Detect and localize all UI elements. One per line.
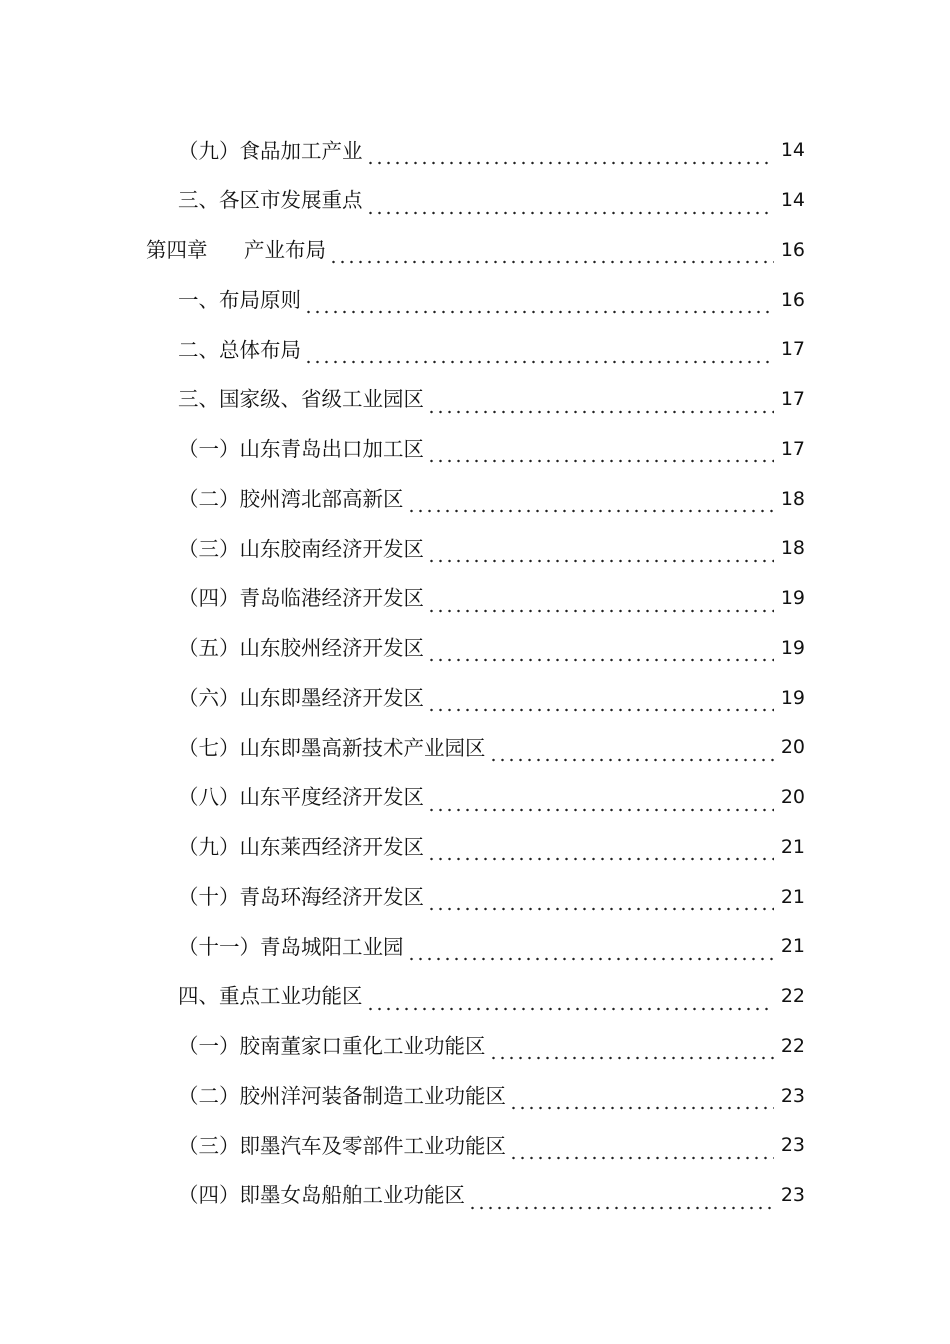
toc-page-number: 23 (780, 1184, 805, 1207)
toc-page-number: 21 (780, 935, 805, 958)
toc-entry[interactable] (0, 425, 950, 475)
toc-entry[interactable] (0, 1071, 950, 1121)
toc-entry[interactable] (0, 1121, 950, 1171)
toc-page-number: 17 (780, 437, 805, 460)
toc-page-number: 22 (780, 1034, 805, 1057)
toc-entry[interactable] (0, 1022, 950, 1072)
dot-leader (407, 493, 775, 513)
toc-entry[interactable] (0, 773, 950, 823)
toc-entry-title: （五）山东胶州经济开发区 (178, 636, 424, 661)
toc-entry[interactable] (0, 325, 950, 375)
toc-entry-title: （九）食品加工产业 (178, 138, 363, 163)
toc-entry[interactable] (0, 574, 950, 624)
toc-entry[interactable] (0, 126, 950, 176)
toc-page-number: 14 (780, 139, 805, 162)
toc-entry[interactable] (0, 922, 950, 972)
toc-entry[interactable] (0, 823, 950, 873)
toc-page-number: 21 (780, 885, 805, 908)
dot-leader (489, 1040, 775, 1060)
toc-entry-title: 三、各区市发展重点 (178, 188, 363, 213)
toc-entry-title: （十）青岛环海经济开发区 (178, 884, 424, 909)
toc-page-number: 16 (780, 288, 805, 311)
toc-page-number: 17 (780, 388, 805, 411)
dot-leader (489, 742, 775, 762)
dot-leader (427, 394, 774, 414)
dot-leader (407, 941, 775, 961)
toc-entry-title: （九）山东莱西经济开发区 (178, 835, 424, 860)
toc-entry-title: （二）胶州湾北部高新区 (178, 486, 404, 511)
dot-leader (427, 891, 774, 911)
dot-leader (427, 443, 774, 463)
toc-entry-title: （六）山东即墨经济开发区 (178, 685, 424, 710)
toc-entry-title: 四、重点工业功能区 (178, 984, 363, 1009)
toc-entry-title: （八）山东平度经济开发区 (178, 785, 424, 810)
toc-entry-title: （三）山东胶南经济开发区 (178, 536, 424, 561)
toc-page-number: 22 (780, 985, 805, 1008)
toc-entry[interactable] (0, 972, 950, 1022)
toc-entry[interactable] (0, 723, 950, 773)
toc-entry-title: （十一）青岛城阳工业园 (178, 934, 404, 959)
toc-page-number: 20 (780, 736, 805, 759)
toc-entry-title: （二）胶州洋河装备制造工业功能区 (178, 1083, 506, 1108)
toc-entry-title: （一）胶南董家口重化工业功能区 (178, 1034, 486, 1059)
table-of-contents (0, 126, 950, 1221)
toc-entry-title: （七）山东即墨高新技术产业园区 (178, 735, 486, 760)
toc-entry-title: 一、布局原则 (178, 287, 301, 312)
dot-leader (304, 294, 774, 314)
toc-entry-title (146, 240, 326, 261)
toc-entry[interactable] (0, 624, 950, 674)
dot-leader (366, 195, 775, 215)
chapter-title: 产业布局 (244, 238, 326, 263)
dot-leader (366, 991, 775, 1011)
toc-entry[interactable] (0, 524, 950, 574)
dot-leader (329, 244, 774, 264)
toc-entry[interactable] (0, 673, 950, 723)
toc-page-number: 19 (780, 636, 805, 659)
toc-entry[interactable] (0, 474, 950, 524)
dot-leader (427, 642, 774, 662)
dot-leader (509, 1090, 774, 1110)
toc-entry-title: 三、国家级、省级工业园区 (178, 387, 424, 412)
toc-entry-title: （一）山东青岛出口加工区 (178, 437, 424, 462)
toc-entry[interactable] (0, 275, 950, 325)
toc-page-number: 19 (780, 686, 805, 709)
toc-entry[interactable] (0, 1171, 950, 1221)
dot-leader (427, 841, 774, 861)
toc-entry[interactable] (0, 872, 950, 922)
toc-entry-title: 二、总体布局 (178, 337, 301, 362)
dot-leader (468, 1190, 774, 1210)
toc-entry-title: （三）即墨汽车及零部件工业功能区 (178, 1133, 506, 1158)
toc-entry-title: （四）青岛临港经济开发区 (178, 586, 424, 611)
toc-page-number: 20 (780, 786, 805, 809)
toc-entry[interactable] (0, 375, 950, 425)
dot-leader (304, 344, 774, 364)
toc-entry[interactable] (0, 176, 950, 226)
dot-leader (427, 543, 774, 563)
toc-page-number: 18 (780, 537, 805, 560)
dot-leader (427, 593, 774, 613)
dot-leader (366, 145, 775, 165)
dot-leader (427, 692, 774, 712)
toc-page-number: 21 (780, 835, 805, 858)
dot-leader (509, 1140, 774, 1160)
toc-page-number: 23 (780, 1084, 805, 1107)
chapter-number: 第四章 (146, 238, 208, 263)
toc-entry-chapter[interactable] (0, 226, 950, 276)
toc-page-number: 19 (780, 587, 805, 610)
toc-page-number: 18 (780, 487, 805, 510)
toc-entry-title: （四）即墨女岛船舶工业功能区 (178, 1183, 465, 1208)
toc-page-number: 17 (780, 338, 805, 361)
toc-page-number: 14 (780, 189, 805, 212)
dot-leader (427, 792, 774, 812)
toc-page-number: 23 (780, 1134, 805, 1157)
toc-page-number: 16 (780, 238, 805, 261)
